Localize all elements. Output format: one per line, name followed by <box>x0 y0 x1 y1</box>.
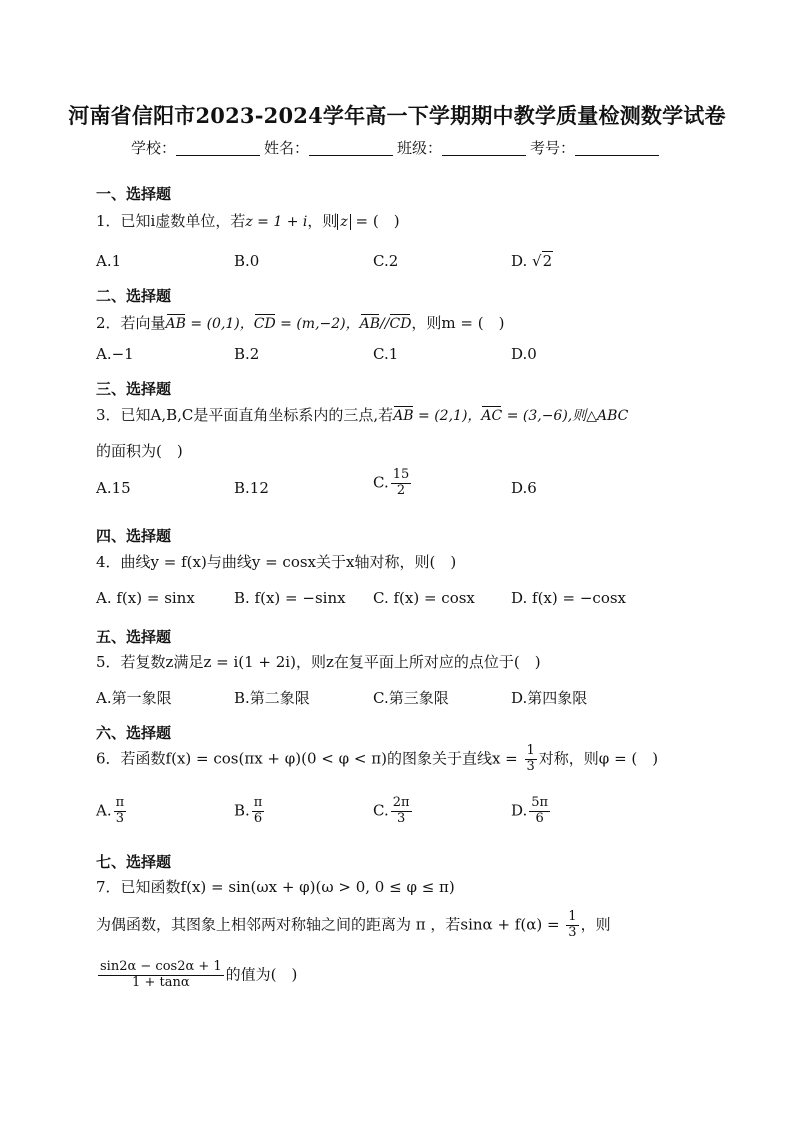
student-info-line <box>0 137 794 158</box>
class-blank[interactable] <box>442 141 526 156</box>
option-6b[interactable]: B. $\frac{\pi}{6}$ <box>234 795 263 826</box>
option-1a[interactable]: A.1 <box>96 252 122 270</box>
option-4a[interactable]: A. f(x) = sinx <box>96 589 195 607</box>
fraction: $\frac{1}{3}$ <box>526 743 535 774</box>
option-1c[interactable]: C.2 <box>373 252 399 270</box>
fraction: $\frac{\pi}{6}$ <box>253 795 263 826</box>
exam-no-label: 考号： <box>530 139 576 157</box>
fraction: $\frac{\pi}{3}$ <box>115 795 125 826</box>
question-5: 5．若复数z满足z = i(1 + 2i)，则z在复平面上所对应的点位于( ) <box>96 653 541 671</box>
fraction: $\frac{1}{3}$ <box>568 909 577 940</box>
question-7-continuation: 为偶函数，其图象上相邻两对称轴之间的距离为 π ，若sinα + f(α) = $\frac{1}{3}$ ，则 <box>96 909 611 940</box>
school-label: 学校： <box>130 139 176 157</box>
question-7: 7．已知函数f(x) = sin(ωx + φ)(ω > 0, 0 ≤ φ ≤ π) <box>96 878 455 896</box>
option-2d[interactable]: D.0 <box>511 345 537 363</box>
option-3b[interactable]: B.12 <box>234 479 269 497</box>
question-3-continuation: 的面积为( ) <box>96 442 183 460</box>
option-4c[interactable]: C. f(x) = cosx <box>373 589 475 607</box>
school-blank[interactable] <box>176 141 260 156</box>
question-4: 4．曲线y = f(x)与曲线y = cosx关于x轴对称，则( ) <box>96 553 457 571</box>
page-title: 河南省信阳市2023-2024学年高一下学期期中教学质量检测数学试卷 <box>68 103 726 128</box>
class-label: 班级： <box>397 139 443 157</box>
question-7-expression: $\frac{\sin 2\alpha - \cos 2\alpha + 1}{1 + \tan\alpha}$ 的值为( ) <box>100 959 298 990</box>
name-label: 姓名： <box>263 139 309 157</box>
option-3c[interactable]: C. $\frac{15}{2}$ <box>373 467 410 498</box>
section-heading-7: 七、选择题 <box>96 853 172 871</box>
option-6d[interactable]: D. $\frac{5\pi}{6}$ <box>511 795 549 826</box>
question-6: 6．若函数f(x) = cos(πx + φ)(0 < φ < π)的图象关于直线x = $\frac{1}{3}$ 对称，则φ = ( ) <box>96 743 659 774</box>
sqrt-symbol: √ <box>532 252 542 270</box>
section-heading-1: 一、选择题 <box>96 185 172 203</box>
section-heading-4: 四、选择题 <box>96 527 172 545</box>
option-3d[interactable]: D.6 <box>511 479 537 497</box>
exam-no-blank[interactable] <box>575 141 659 156</box>
option-2c[interactable]: C.1 <box>373 345 399 363</box>
option-1d[interactable]: D. √2 <box>511 252 553 270</box>
name-blank[interactable] <box>309 141 393 156</box>
option-2b[interactable]: B.2 <box>234 345 260 363</box>
option-4b[interactable]: B. f(x) = −sinx <box>234 589 346 607</box>
option-6a[interactable]: A. $\frac{\pi}{3}$ <box>96 795 125 826</box>
fraction: $\frac{5\pi}{6}$ <box>531 795 549 826</box>
section-heading-2: 二、选择题 <box>96 287 172 305</box>
option-2a[interactable]: A.−1 <box>96 345 134 363</box>
option-5a[interactable]: A.第一象限 <box>96 689 172 707</box>
section-heading-6: 六、选择题 <box>96 724 172 742</box>
question-3: 3．已知A,B,C是平面直角坐标系内的三点,若AB = (2,1)，AC = (3,−6),则△ABC <box>96 406 629 424</box>
option-4d[interactable]: D. f(x) = −cosx <box>511 589 627 607</box>
section-heading-3: 三、选择题 <box>96 380 172 398</box>
fraction: $\frac{\sin 2\alpha - \cos 2\alpha + 1}{1 + \tan\alpha}$ <box>100 959 222 990</box>
option-5c[interactable]: C.第三象限 <box>373 689 449 707</box>
fraction: $\frac{2\pi}{3}$ <box>392 795 410 826</box>
option-1b[interactable]: B.0 <box>234 252 260 270</box>
fraction: $\frac{15}{2}$ <box>392 467 410 498</box>
question-2: 2．若向量AB = (0,1)，CD = (m,−2)，AB//CD，则m = ( ) <box>96 314 505 332</box>
question-1: 1．已知i虚数单位，若z = 1 + i，则 z = ( ) <box>96 212 400 230</box>
option-5b[interactable]: B.第二象限 <box>234 689 310 707</box>
option-6c[interactable]: C. $\frac{2\pi}{3}$ <box>373 795 410 826</box>
section-heading-5: 五、选择题 <box>96 628 172 646</box>
option-5d[interactable]: D.第四象限 <box>511 689 588 707</box>
option-3a[interactable]: A.15 <box>96 479 131 497</box>
